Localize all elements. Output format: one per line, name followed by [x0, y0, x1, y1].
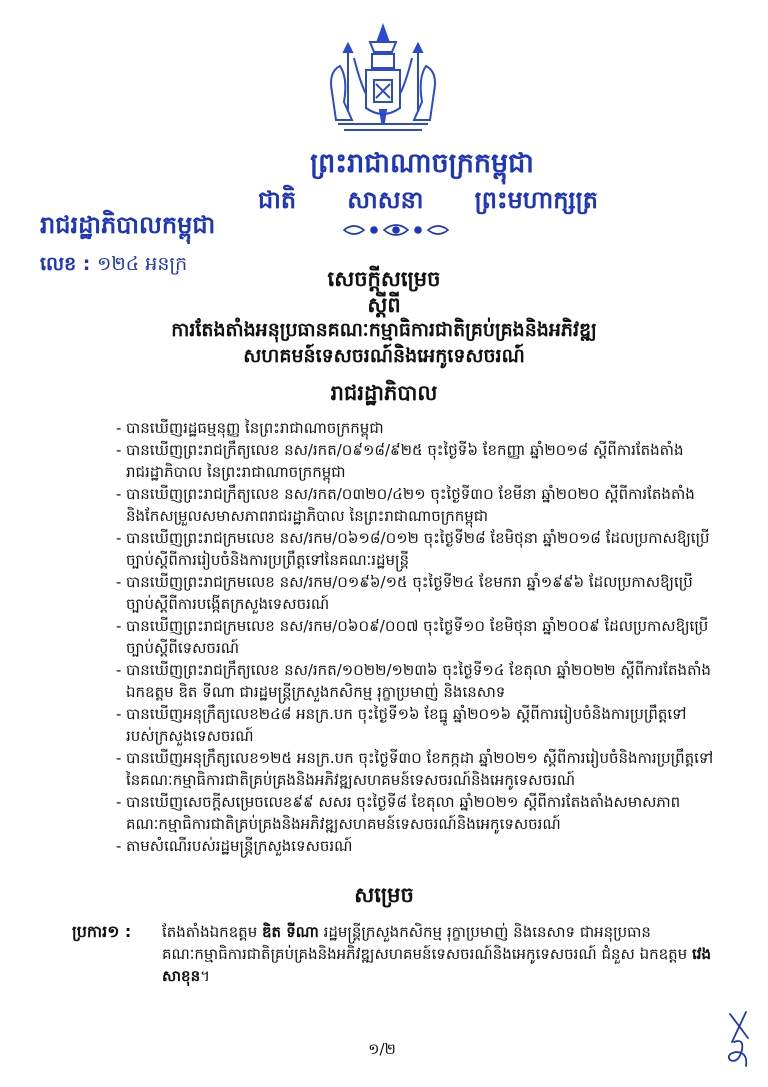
recital-line: - បានឃើញអនុក្រឹត្យលេខ២៤៨ អនក្រ.បក ចុះថ្ងៃទី១៦ ខែធ្នូ ឆ្នាំ២០១៦ ស្តីពីការរៀបចំនិងការប្រព្រឹត្តទៅ — [126, 705, 687, 723]
reference-value: ១២៤ អនក្រ — [97, 253, 188, 275]
recital-line: - បានឃើញព្រះរាជក្រមលេខ នស/រកម/០១៩៦/១៥ ចុះថ្ងៃទី២៤ ខែមករា ឆ្នាំ១៩៩៦ ដែលប្រកាសឱ្យប្រើ — [126, 573, 693, 591]
recital-item — [116, 835, 736, 857]
recital-item — [116, 439, 736, 483]
recital-item — [116, 417, 736, 439]
page-number: ១/២ — [368, 1040, 396, 1058]
article-label: ប្រការ១ : — [72, 922, 132, 941]
replaced-official-name: វេង សាខុន — [162, 945, 712, 985]
decorative-divider-icon — [340, 220, 452, 240]
recital-line: - បានឃើញរដ្ឋធម្មនុញ្ញ នៃព្រះរាជាណាចក្រកម្ពុជា — [126, 419, 384, 437]
royal-coat-of-arms-icon — [318, 22, 448, 140]
recital-item — [116, 527, 736, 571]
recital-continuation: ច្បាប់ស្តីពីការរៀបចំនិងការប្រព្រឹត្តទៅនៃគណៈរដ្ឋមន្ត្រី — [126, 551, 410, 569]
recital-line: - បានឃើញអនុក្រឹត្យលេខ១២៥ អនក្រ.បក ចុះថ្ងៃទី៣០ ខែកក្កដា ឆ្នាំ២០២១ ស្តីពីការរៀបចំនិងការប្រព្រឹត្តទៅ — [126, 749, 714, 767]
article-text-b: រដ្ឋមន្ត្រីក្រសួងកសិកម្ម រុក្ខាប្រមាញ់ និងនេសាទ ជាអនុប្រធាន គណៈកម្មាធិការជាតិគ្រប់គ្រងនិងអភិវឌ្ឍសហគមន៍ទេសចរណ៍និងអេកូទេសចរណ៍ ជំនួស ឯកឧត្តម — [162, 923, 692, 963]
recital-continuation: របស់ក្រសួងទេសចរណ៍ — [126, 727, 254, 745]
decision-heading: សម្រេច — [354, 883, 414, 907]
document-title: សេចក្តីសម្រេច — [327, 267, 441, 291]
recital-continuation: គណៈកម្មាធិការជាតិគ្រប់គ្រងនិងអភិវឌ្ឍសហគមន៍ទេសចរណ៍និងអេកូទេសចរណ៍ — [126, 815, 561, 833]
motto-nation: ជាតិ — [258, 186, 297, 214]
recital-continuation: ច្បាប់ស្តីពីការបង្កើតក្រសួងទេសចរណ៍ — [126, 595, 330, 613]
recital-item — [116, 615, 736, 659]
recital-line: - បានឃើញព្រះរាជក្រឹត្យលេខ នស/រកត/០៣២០/៤២១ ចុះថ្ងៃទី៣០ ខែមីនា ឆ្នាំ២០២០ ស្តីពីការតែងតាំង — [126, 485, 695, 503]
motto-religion: សាសនា — [347, 186, 424, 214]
reference-prefix: លេខ : — [40, 253, 91, 275]
recital-item — [116, 747, 736, 791]
recital-line: - បានឃើញព្រះរាជក្រមលេខ នស/រកម/០៦១៨/០១២ ចុះថ្ងៃទី២៨ ខែមិថុនា ឆ្នាំ២០១៨ ដែលប្រកាសឱ្យប្រើ — [126, 529, 710, 547]
government-name: រាជរដ្ឋាភិបាលកម្ពុជា — [40, 211, 216, 239]
recital-line: - បានឃើញព្រះរាជក្រឹត្យលេខ នស/រកត/០៩១៨/៩២៥ ចុះថ្ងៃទី៦ ខែកញ្ញា ឆ្នាំ២០១៨ ស្តីពីការតែងតាំង — [126, 441, 684, 459]
article-text-a: តែងតាំងឯកឧត្តម — [162, 923, 262, 941]
recital-item — [116, 483, 736, 527]
document-subject-line-2: សហគមន៍ទេសចរណ៍និងអេកូទេសចរណ៍ — [243, 345, 525, 367]
recitals-list — [116, 417, 736, 857]
issuing-body: រាជរដ្ឋាភិបាល — [330, 381, 438, 405]
recital-item — [116, 791, 736, 835]
recital-item — [116, 571, 736, 615]
recital-line: - បានឃើញព្រះរាជក្រមលេខ នស/រកម/០៦០៩/០០៧ ចុះថ្ងៃទី១០ ខែមិថុនា ឆ្នាំ២០០៩ ដែលប្រកាសឱ្យប្រើ — [126, 617, 709, 635]
appointee-name: ឌិត ទីណា — [261, 923, 319, 941]
recital-continuation: រាជរដ្ឋាភិបាល នៃព្រះរាជាណាចក្រកម្ពុជា — [126, 463, 346, 481]
article-text-c: ។ — [200, 967, 210, 985]
recital-line: - តាមសំណើរបស់រដ្ឋមន្ត្រីក្រសួងទេសចរណ៍ — [126, 837, 353, 855]
recital-continuation: ច្បាប់ស្តីពីទេសចរណ៍ — [126, 639, 240, 657]
document-subtitle: ស្តីពី — [367, 293, 401, 317]
motto-king: ព្រះមហាក្សត្រ — [474, 186, 598, 214]
recital-continuation: និងកែសម្រួលសមាសភាពរាជរដ្ឋាភិបាល នៃព្រះរាជាណាចក្រកម្ពុជា — [126, 507, 489, 525]
recital-continuation: ឯកឧត្តម ឌិត ទីណា ជារដ្ឋមន្ត្រីក្រសួងកសិកម្ម រុក្ខាប្រមាញ់ និងនេសាទ — [126, 683, 506, 701]
handwritten-initial-icon — [722, 1008, 756, 1070]
document-subject-line-1: ការតែងតាំងអនុប្រធានគណៈកម្មាធិការជាតិគ្រប់គ្រងនិងអភិវឌ្ឍ — [171, 319, 597, 341]
article-body — [162, 921, 732, 987]
recital-continuation: នៃគណៈកម្មាធិការជាតិគ្រប់គ្រងនិងអភិវឌ្ឍសហគមន៍ទេសចរណ៍និងអេកូទេសចរណ៍ — [126, 771, 576, 789]
national-motto — [258, 185, 598, 220]
recital-line: - បានឃើញព្រះរាជក្រឹត្យលេខ នស/រកត/១០២២/១២៣៦ ចុះថ្ងៃទី១៤ ខែតុលា ឆ្នាំ២០២២ ស្តីពីការតែងតាំង — [126, 661, 711, 679]
article-1 — [72, 921, 732, 987]
recital-line: - បានឃើញសេចក្តីសម្រេចលេខ៩៩ សសរ ចុះថ្ងៃទី៨ ខែតុលា ឆ្នាំ២០២១ ស្តីពីការតែងតាំងសមាសភាព — [126, 793, 681, 811]
kingdom-title: ព្រះរាជាណាចក្រកម្ពុជា — [310, 148, 534, 179]
recital-item — [116, 703, 736, 747]
recital-item — [116, 659, 736, 703]
